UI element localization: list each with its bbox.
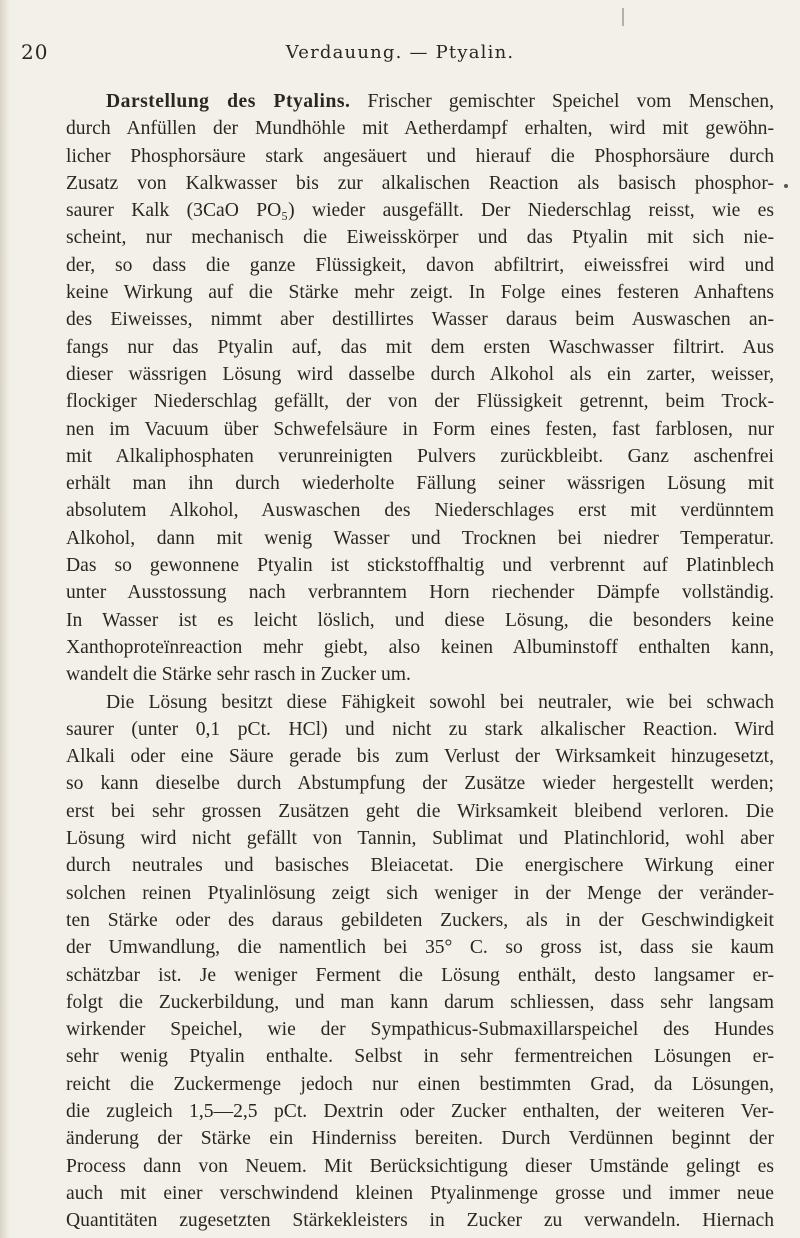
page-gutter-shadow [0,0,10,1238]
text-line: der Umwandlung, die namentlich bei 35° C. so gross ist, dass sie kaum [66,937,774,959]
page-number: 20 [21,40,49,64]
text-line: keine Wirkung auf die Stärke mehr zeigt. In Folge eines festeren Anhaftens [66,282,774,304]
text-line: erhält man ihn durch wiederholte Fällung seiner wässrigen Lösung mit [66,473,774,495]
section-heading: Darstellung des Ptyalins. [106,91,351,112]
text-line: Xanthoproteïnreaction mehr giebt, also keinen Albuminstoff enthalten kann, [66,636,774,658]
text-line: reicht die Zuckermenge jedoch nur einen bestimmten Grad, da Lösungen, [66,1073,774,1095]
text-line: Lösung wird nicht gefällt von Tannin, Sublimat und Platinchlorid, wohl aber [66,828,774,850]
text-line: auch mit einer verschwindend kleinen Ptyalinmenge grosse und immer neue [66,1182,774,1204]
running-title: Verdauung. — Ptyalin. [285,42,515,63]
text-line: nen im Vacuum über Schwefelsäure in Form eines festen, fast farblosen, nur [66,418,774,440]
text-line: mit Alkaliphosphaten verunreinigten Pulvers zurückbleibt. Ganz aschenfrei [66,445,774,467]
text-line: licher Phosphorsäure stark angesäuert und hierauf die Phosphorsäure durch [66,145,774,167]
text-line: Alkali oder eine Säure gerade bis zum Verlust der Wirksamkeit hinzugesetzt, [66,746,774,768]
text-line: so kann dieselbe durch Abstumpfung der Zusätze wieder hergestellt werden; [66,773,774,795]
text-line: saurer (unter 0,1 pCt. HCl) und nicht zu stark alkalischer Reaction. Wird [66,718,774,740]
text-line: Die Lösung besitzt diese Fähigkeit sowohl bei neutraler, wie bei schwach [106,691,774,713]
margin-dot [784,184,788,188]
text-line: wandelt die Stärke sehr rasch in Zucker um. [66,664,411,686]
text-line: durch neutrales und basisches Bleiacetat. Die energischere Wirkung einer [66,855,774,877]
text-line: folgt die Zuckerbildung, und man kann darum schliessen, dass sehr langsam [66,991,774,1013]
text-line: wirkender Speichel, wie der Sympathicus-Submaxillarspeichel des Hundes [66,1019,774,1041]
text-line: fangs nur das Ptyalin auf, das mit dem ersten Waschwasser filtrirt. Aus [66,336,774,358]
text-line: änderung der Stärke ein Hinderniss bereiten. Durch Verdünnen beginnt der [66,1128,774,1150]
body-text [66,88,774,1234]
text-line: der, so dass die ganze Flüssigkeit, davon abfiltrirt, eiweissfrei wird und [66,254,774,276]
text-line: Das so gewonnene Ptyalin ist stickstoffhaltig und verbrennt auf Platinblech [66,555,774,577]
text-line: die zugleich 1,5—2,5 pCt. Dextrin oder Zucker enthalten, der weiteren Ver- [66,1100,774,1122]
text-line: sehr wenig Ptyalin enthalte. Selbst in sehr fermentreichen Lösungen er- [66,1046,774,1068]
text-line: scheint, nur mechanisch die Eiweisskörper und das Ptyalin mit sich nie- [66,227,774,249]
text-line: Darstellung des Ptyalins. Frischer gemischter Speichel vom Menschen, [106,91,774,112]
text-line: flockiger Niederschlag gefällt, der von der Flüssigkeit getrennt, beim Trock- [66,391,774,413]
text-line: In Wasser ist es leicht löslich, und diese Lösung, die besonders keine [66,609,774,631]
text-line: saurer Kalk (3CaO PO₅) wieder ausgefällt. Der Niederschlag reisst, wie es [66,200,774,222]
page-header [0,40,800,70]
text-line: absolutem Alkohol, Auswaschen des Niederschlages erst mit verdünntem [66,500,774,522]
text-line: Quantitäten zugesetzten Stärkekleisters in Zucker zu verwandeln. Hiernach [66,1210,774,1232]
text-line: schätzbar ist. Je weniger Ferment die Lösung enthält, desto langsamer er- [66,964,774,986]
text-line: unter Ausstossung nach verbranntem Horn riechender Dämpfe vollständig. [66,582,774,604]
text-line: Zusatz von Kalkwasser bis zur alkalischen Reaction als basisch phosphor- [66,172,774,194]
text-line: durch Anfüllen der Mundhöhle mit Aetherdampf erhalten, wird mit gewöhn- [66,118,774,140]
text-line: dieser wässrigen Lösung wird dasselbe durch Alkohol als ein zarter, weisser, [66,363,774,385]
text-line: Process dann von Neuem. Mit Berücksichtigung dieser Umstände gelingt es [66,1155,774,1177]
text-line: des Eiweisses, nimmt aber destillirtes Wasser daraus beim Auswaschen an- [66,309,774,331]
text-line: Alkohol, dann mit wenig Wasser und Trocknen bei niedrer Temperatur. [66,527,774,549]
text-line: erst bei sehr grossen Zusätzen geht die Wirksamkeit bleibend verloren. Die [66,800,774,822]
text-line: solchen reinen Ptyalinlösung zeigt sich weniger in der Menge der veränder- [66,882,774,904]
scan-mark [622,8,624,26]
text-line: ten Stärke oder des daraus gebildeten Zuckers, als in der Geschwindigkeit [66,909,774,931]
